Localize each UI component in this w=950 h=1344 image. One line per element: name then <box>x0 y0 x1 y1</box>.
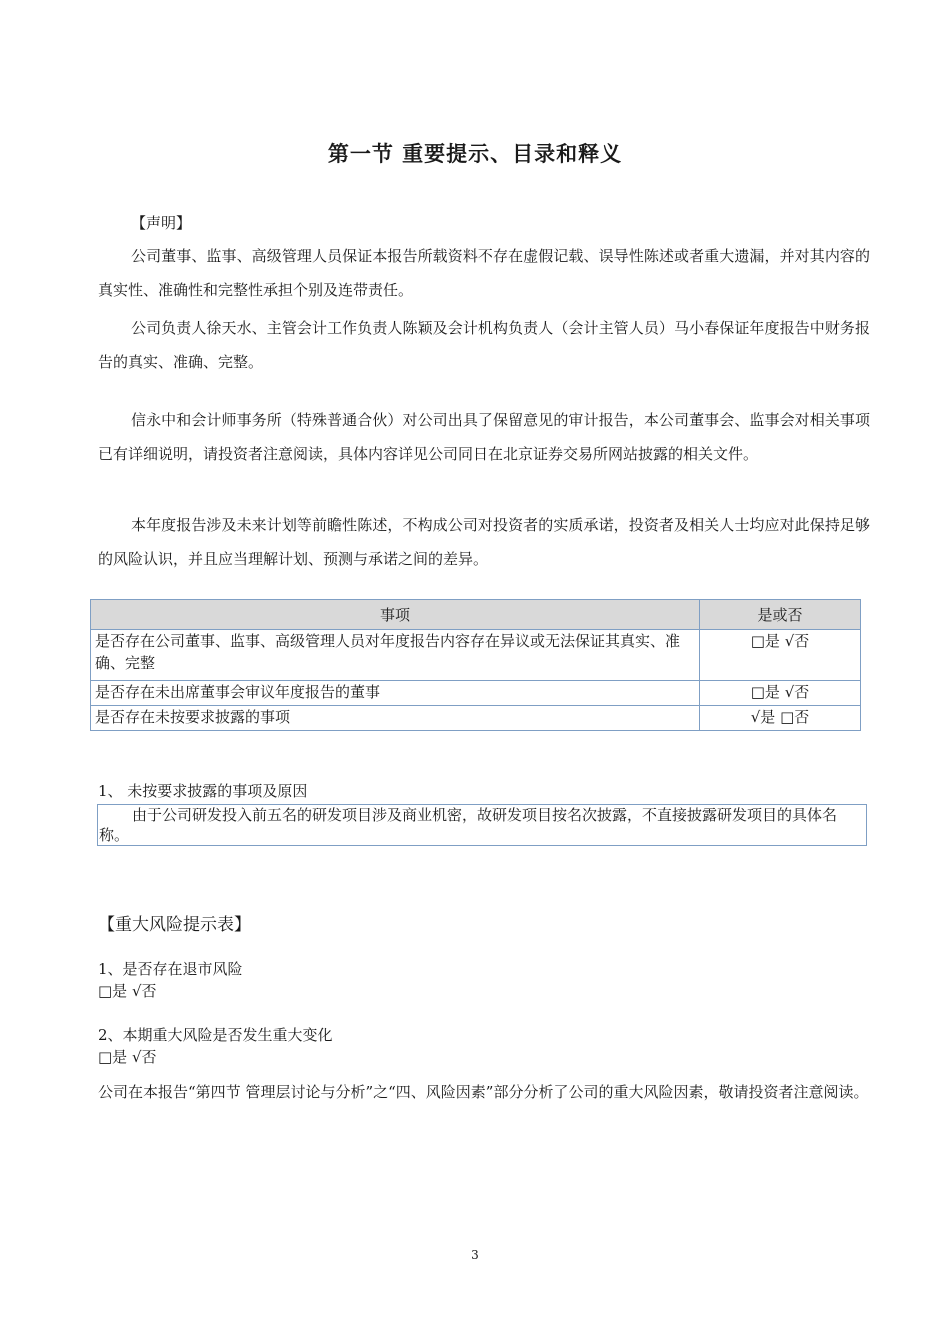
row-item: 是否存在未按要求披露的事项 <box>91 706 700 731</box>
header-answer: 是或否 <box>700 600 861 630</box>
header-item: 事项 <box>91 600 700 630</box>
matters-table <box>90 599 861 731</box>
table-row <box>91 630 861 681</box>
row-answer: □是 √否 <box>700 681 861 706</box>
table-header-row <box>91 600 861 630</box>
row-answer: √是 □否 <box>700 706 861 731</box>
undisclosed-heading: 1、 未按要求披露的事项及原因 <box>98 782 308 800</box>
row-item: 是否存在公司董事、监事、高级管理人员对年度报告内容存在异议或无法保证其真实、准确、完整 <box>91 630 700 681</box>
declaration-paragraph-3: 信永中和会计师事务所（特殊普通合伙）对公司出具了保留意见的审计报告，本公司董事会、监事会对相关事项已有详细说明，请投资者注意阅读，具体内容详见公司同日在北京证券交易所网站披露的相关文件。 <box>98 411 870 463</box>
page-number: 3 <box>471 1248 479 1262</box>
risk-question-1: 1、是否存在退市风险 <box>98 960 243 978</box>
row-item: 是否存在未出席董事会审议年度报告的董事 <box>91 681 700 706</box>
risk-text: 公司在本报告“第四节 管理层讨论与分析”之“四、风险因素”部分分析了公司的重大风险因素，敬请投资者注意阅读。 <box>98 1083 869 1101</box>
undisclosed-reason-text: 由于公司研发投入前五名的研发项目涉及商业机密，故研发项目按名次披露，不直接披露研发项目的具体名称。 <box>99 806 838 844</box>
declaration-heading: 【声明】 <box>131 214 192 232</box>
undisclosed-reason-box <box>97 804 867 846</box>
declaration-paragraph-4: 本年度报告涉及未来计划等前瞻性陈述，不构成公司对投资者的实质承诺，投资者及相关人士均应对此保持足够的风险认识，并且应当理解计划、预测与承诺之间的差异。 <box>98 516 870 568</box>
table-row <box>91 681 861 706</box>
risk-question-2: 2、本期重大风险是否发生重大变化 <box>98 1026 333 1044</box>
row-answer: □是 √否 <box>700 630 861 681</box>
declaration-paragraph-2: 公司负责人徐天水、主管会计工作负责人陈颖及会计机构负责人（会计主管人员）马小春保证年度报告中财务报告的真实、准确、完整。 <box>98 319 870 371</box>
risk-heading: 【重大风险提示表】 <box>98 915 251 935</box>
table-row <box>91 706 861 731</box>
risk-answer-1: □是 √否 <box>98 982 157 1000</box>
risk-answer-2: □是 √否 <box>98 1048 157 1066</box>
section-title: 第一节 重要提示、目录和释义 <box>327 142 623 166</box>
declaration-paragraph-1: 公司董事、监事、高级管理人员保证本报告所载资料不存在虚假记载、误导性陈述或者重大遗漏，并对其内容的真实性、准确性和完整性承担个别及连带责任。 <box>98 247 870 299</box>
